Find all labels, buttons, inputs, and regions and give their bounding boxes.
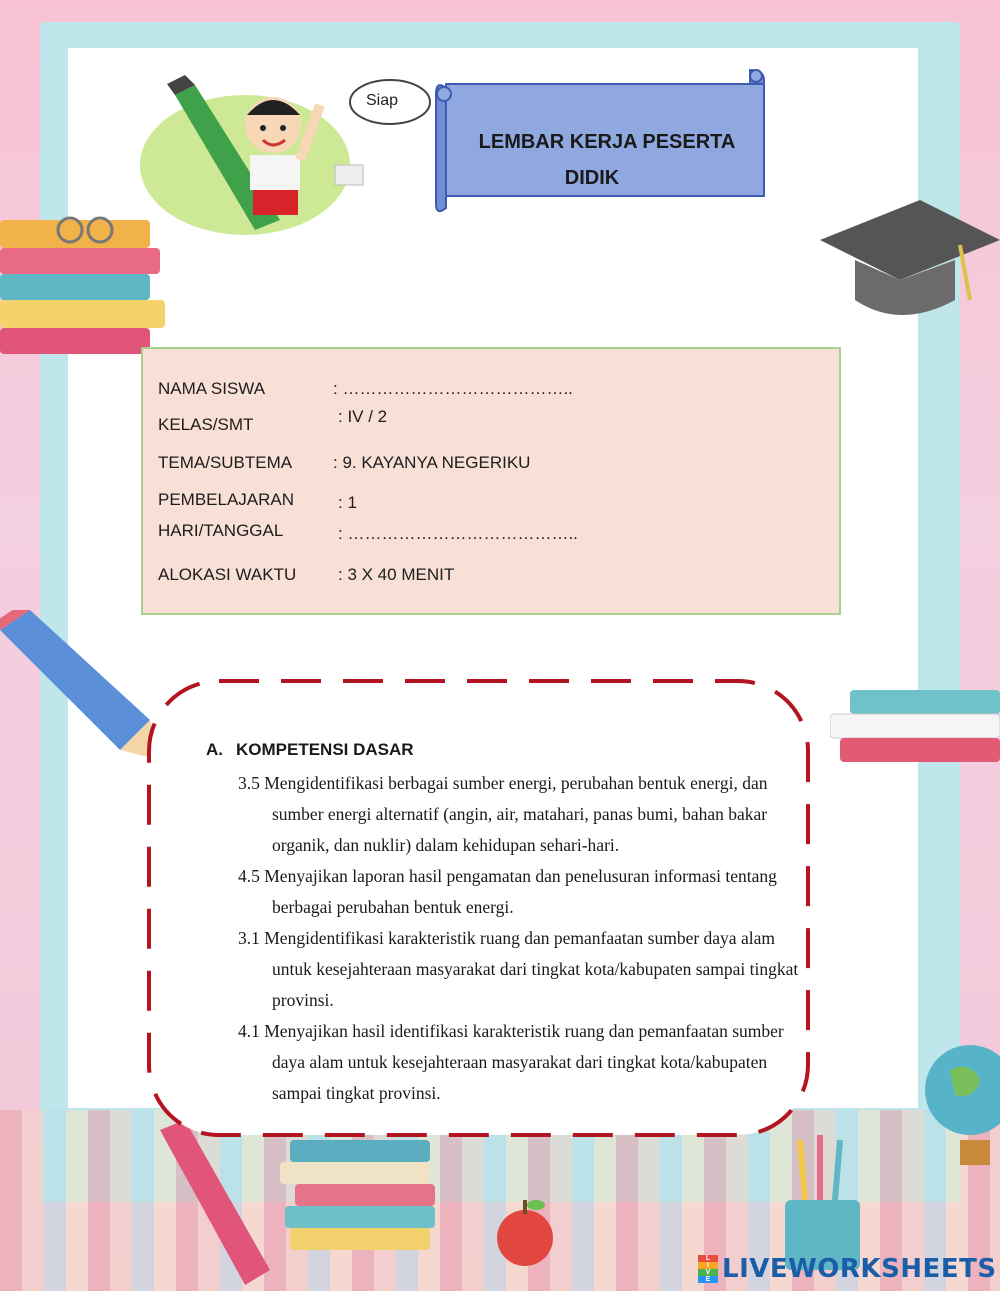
books-right-icon (830, 680, 1000, 790)
live-badge-icon (698, 1255, 718, 1283)
info-value: : ………………………………….. (338, 524, 578, 543)
badge-letter: I (698, 1262, 718, 1269)
competency-section (206, 740, 816, 1109)
pencil-icon (0, 610, 160, 760)
competency-code: 3.1 (238, 928, 260, 948)
info-label: TEMA/SUBTEMA (158, 453, 293, 472)
info-value: : 9. KAYANYA NEGERIKU (333, 453, 531, 472)
competency-item (206, 923, 816, 1016)
competency-text: Mengidentifikasi berbagai sumber energi, perubahan bentuk energi, dan sumber energi alternatif (angin, air, matahari, panas bumi, bahan bakar organik, dan nuklir) dalam kehidupan sehari-hari. (264, 773, 768, 855)
logo-text: LIVEWORKSHEETS (722, 1254, 997, 1284)
books-bottom-icon (280, 1130, 440, 1280)
competency-text: Mengidentifikasi karakteristik ruang dan pemanfaatan sumber daya alam untuk kesejahteraan masyarakat dari tingkat kota/kabupaten sampai tingkat provinsi. (264, 928, 799, 1010)
info-value: : 1 (338, 493, 357, 512)
competency-text: Menyajikan laporan hasil pengamatan dan penelusuran informasi tentang berbagai perubahan bentuk energi. (264, 866, 777, 917)
speech-bubble-text: Siap (366, 92, 399, 109)
title-line-1: LEMBAR KERJA PESERTA (478, 131, 736, 153)
info-value: : ………………………………….. (333, 379, 573, 398)
info-label: PEMBELAJARAN (158, 490, 295, 509)
liveworksheets-logo[interactable] (698, 1254, 997, 1284)
pencil-bottom-icon (150, 1120, 270, 1290)
competency-text: Menyajikan hasil identifikasi karakteristik ruang dan pemanfaatan sumber daya alam untuk kesejahteraan masyarakat dari tingkat kota/kabupaten sampai tingkat provinsi. (264, 1021, 784, 1103)
student-info-box (141, 347, 841, 615)
badge-letter: V (698, 1269, 718, 1276)
worksheet-title (462, 124, 752, 196)
apple-icon (490, 1190, 560, 1270)
competency-item (206, 1016, 816, 1109)
competency-code: 4.5 (238, 866, 260, 886)
badge-letter: L (698, 1255, 718, 1262)
globe-icon (900, 1040, 1000, 1170)
title-line-2: DIDIK (564, 167, 620, 189)
info-label: NAMA SISWA (158, 379, 266, 398)
info-label: HARI/TANGGAL (158, 521, 284, 540)
competency-code: 3.5 (238, 773, 260, 793)
info-label: KELAS/SMT (158, 415, 254, 434)
graduation-cap-icon (810, 200, 1000, 340)
competency-code: 4.1 (238, 1021, 260, 1041)
competency-item (206, 861, 816, 923)
section-number: A. (206, 740, 223, 759)
info-value: : 3 X 40 MENIT (338, 565, 455, 584)
section-title: KOMPETENSI DASAR (236, 740, 414, 759)
info-value: : IV / 2 (338, 407, 388, 426)
info-label: ALOKASI WAKTU (158, 565, 297, 584)
badge-letter: E (698, 1276, 718, 1283)
competency-item (206, 768, 816, 861)
section-heading (206, 740, 816, 760)
